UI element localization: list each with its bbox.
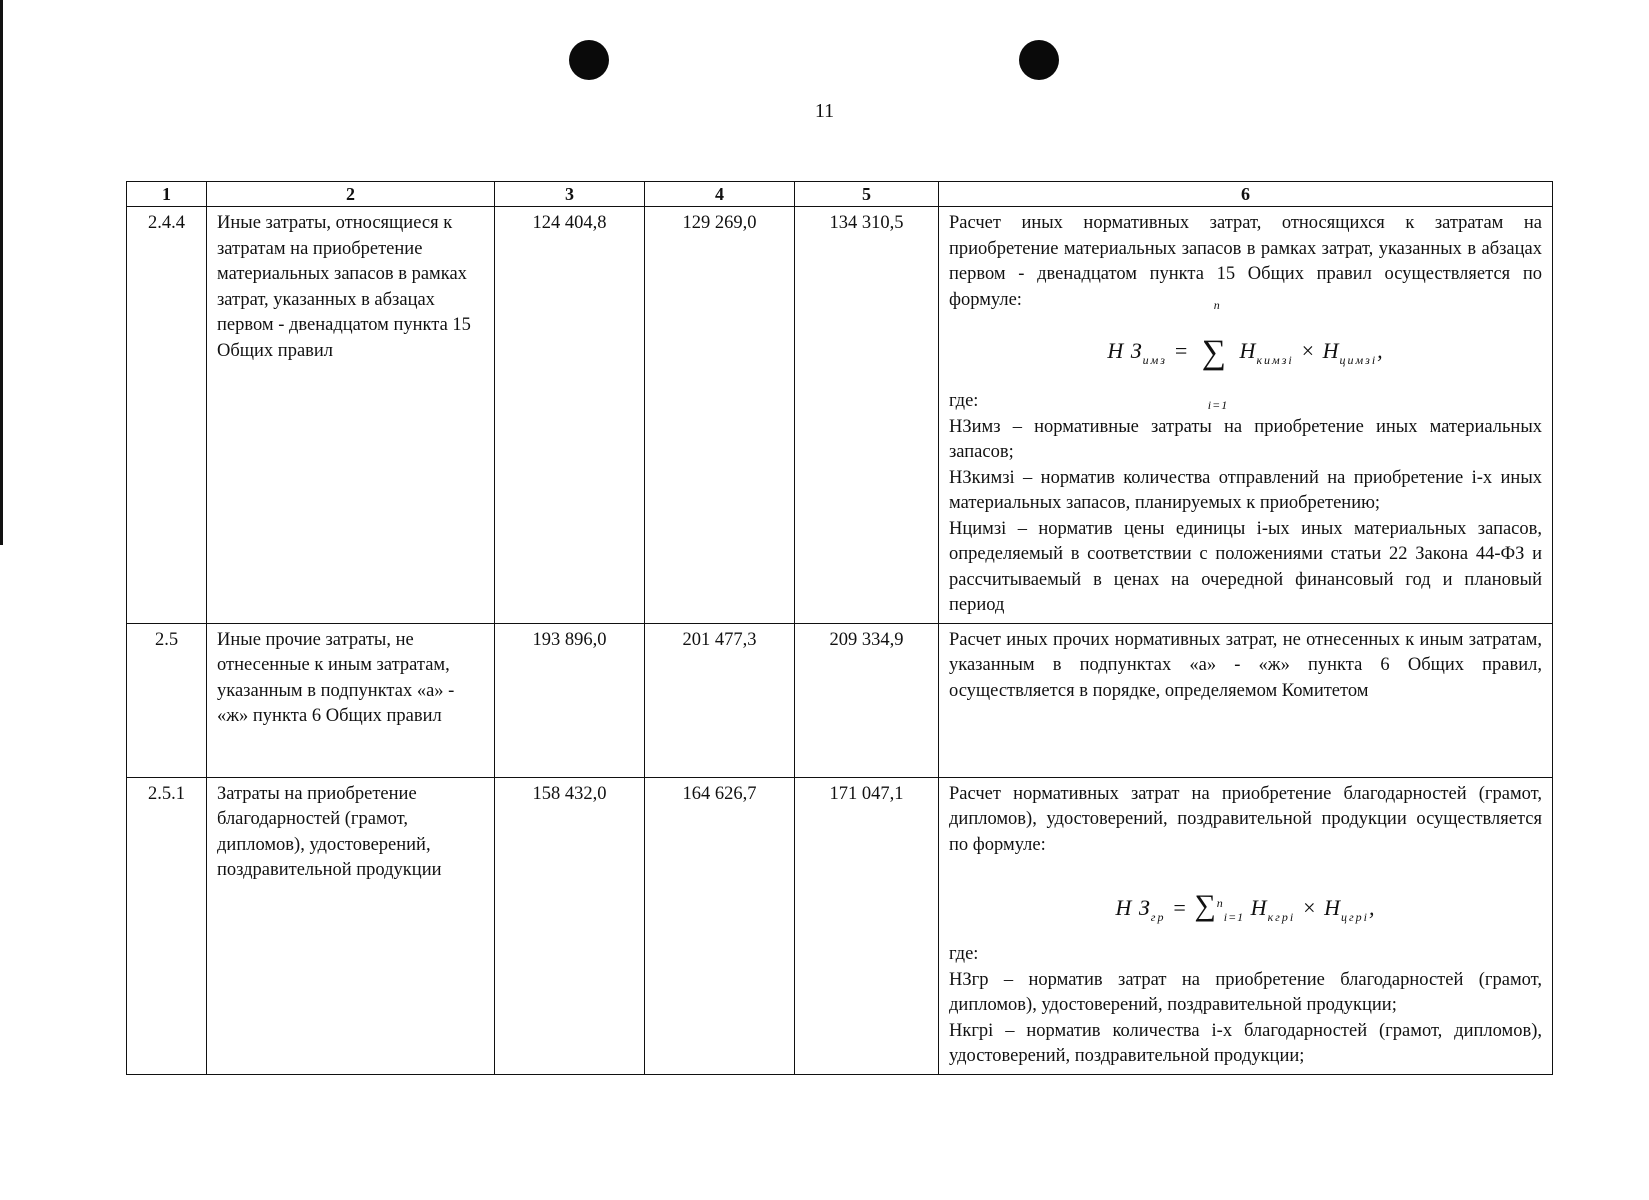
formula-term-b-sub: цгрi — [1340, 910, 1369, 924]
row-name: Затраты на приобретение благодарностей (грамот, дипломов), удостоверений, поздравительной продукции — [207, 777, 495, 1074]
page-number: 11 — [814, 100, 835, 122]
formula-term-a: Н — [1239, 338, 1257, 363]
table-row — [127, 207, 1553, 624]
sum-symbol — [1201, 297, 1229, 412]
formula-times: × — [1300, 338, 1317, 363]
formula-term-b: Н — [1324, 895, 1341, 920]
row-description — [939, 207, 1553, 624]
header-row — [127, 182, 1553, 207]
row-value-col5: 171 047,1 — [795, 777, 939, 1074]
row-value-col5: 209 334,9 — [795, 623, 939, 777]
col-header-3: 3 — [495, 182, 645, 207]
formula-eq: = — [1173, 338, 1190, 363]
cost-table — [126, 181, 1553, 1075]
scan-edge-line — [0, 0, 3, 545]
row-code: 2.4.4 — [127, 207, 207, 624]
formula-lhs-sub: гр — [1150, 910, 1166, 924]
formula-eq: = — [1171, 895, 1188, 920]
where-label: где: — [949, 391, 979, 411]
definition-item: НЗимз – нормативные затраты на приобретение иных материальных запасов; — [949, 416, 1542, 462]
row-value-col4: 129 269,0 — [645, 207, 795, 624]
where-label: где: — [949, 944, 979, 964]
punch-hole-right — [1019, 40, 1059, 80]
description-intro: Расчет нормативных затрат на приобретение благодарностей (грамот, дипломов), удостоверений, поздравительной продукции осуществляется по формуле: — [949, 783, 1542, 855]
row-value-col3: 124 404,8 — [495, 207, 645, 624]
formula-term-b-sub: цимзi — [1339, 353, 1378, 367]
formula-end: , — [1377, 338, 1384, 363]
formula-lhs: Н З — [1107, 338, 1143, 363]
formula-term-a-sub: кимзi — [1256, 353, 1294, 367]
description-intro: Расчет иных нормативных затрат, относящихся к затратам на приобретение материальных запасов в рамках затрат, указанных в абзацах первом - двенадцатом пункта 15 Общих правил осуществляется по формуле: — [949, 213, 1542, 310]
col-header-6: 6 — [939, 182, 1553, 207]
formula-end: , — [1368, 895, 1376, 920]
row-name: Иные затраты, относящиеся к затратам на приобретение материальных запасов в рамках затрат, указанных в абзацах первом - двенадцатом пункта 15 Общих правил — [207, 207, 495, 624]
formula-term-a-sub: кгрi — [1267, 910, 1296, 924]
row-value-col3: 158 432,0 — [495, 777, 645, 1074]
punch-hole-left — [569, 40, 609, 80]
definition-item: Нцимзi – норматив цены единицы i-ых иных материальных запасов, определяемый в соответствии с положениями статьи 22 Закона 44-ФЗ и рассчитываемый в ценах на очередной финансовый год и плановый период — [949, 518, 1542, 615]
row-value-col3: 193 896,0 — [495, 623, 645, 777]
formula-term-a: Н — [1250, 895, 1268, 920]
row-value-col4: 164 626,7 — [645, 777, 795, 1074]
row-description: Расчет иных прочих нормативных затрат, не отнесенных к иным затратам, указанным в подпунктах «а» - «ж» пункта 6 Общих правил, осуществляется в порядке, определяемом Комитетом — [939, 623, 1553, 777]
col-header-1: 1 — [127, 182, 207, 207]
row-value-col4: 201 477,3 — [645, 623, 795, 777]
definition-item: НЗкимзi – норматив количества отправлений на приобретение i-х иных материальных запасов, планируемых к приобретению; — [949, 467, 1542, 513]
row-name: Иные прочие затраты, не отнесенные к иным затратам, указанным в подпунктах «а» - «ж» пункта 6 Общих правил — [207, 623, 495, 777]
sum-upper-limit: n — [1216, 896, 1224, 910]
col-header-2: 2 — [207, 182, 495, 207]
table-row — [127, 777, 1553, 1074]
formula-term-b: Н — [1322, 338, 1340, 363]
sum-sign: ∑ — [1201, 333, 1228, 371]
col-header-4: 4 — [645, 182, 795, 207]
col-header-5: 5 — [795, 182, 939, 207]
sum-sign: ∑ — [1194, 889, 1217, 922]
sum-lower-limit: i=1 — [1207, 397, 1229, 412]
row-code: 2.5 — [127, 623, 207, 777]
sum-lower-limit: i=1 — [1223, 910, 1245, 924]
formula-lhs: Н З — [1115, 895, 1151, 920]
row-description — [939, 777, 1553, 1074]
formula-lhs-sub: имз — [1142, 353, 1167, 367]
sum-upper-limit: n — [1213, 297, 1221, 312]
definition-item: НЗгр – норматив затрат на приобретение благодарностей (грамот, дипломов), удостоверений, поздравительной продукции; — [949, 969, 1542, 1015]
row-code: 2.5.1 — [127, 777, 207, 1074]
definition-item: Нкгрi – норматив количества i-х благодарностей (грамот, дипломов), удостоверений, поздравительной продукции; — [949, 1020, 1542, 1066]
formula — [949, 868, 1542, 938]
row-value-col5: 134 310,5 — [795, 207, 939, 624]
table-row — [127, 623, 1553, 777]
formula-times: × — [1301, 895, 1318, 920]
